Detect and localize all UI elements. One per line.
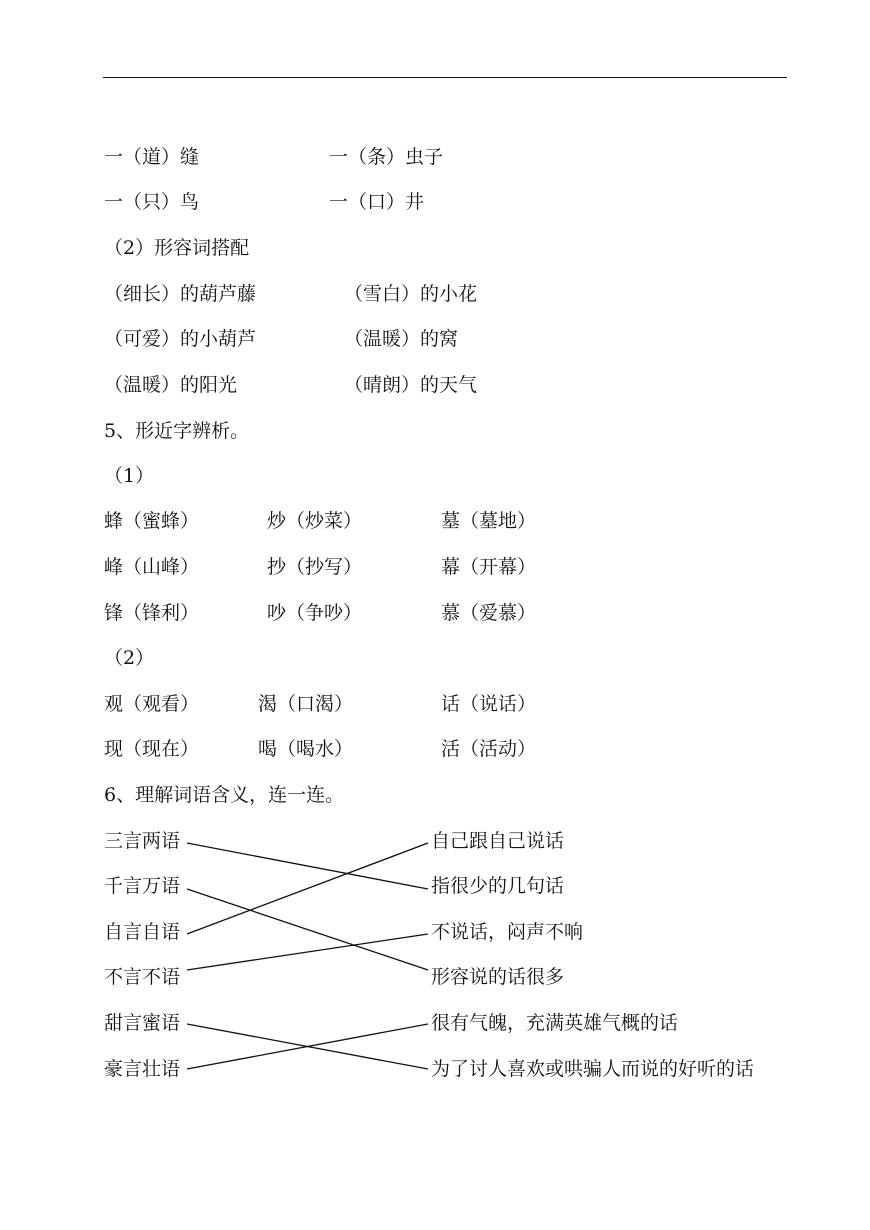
idiom-left: 不言不语 (104, 966, 181, 988)
adjective-item: （晴朗）的天气 (344, 374, 478, 396)
meaning-right: 很有气魄，充满英雄气概的话 (431, 1012, 679, 1034)
meaning-right: 不说话，闷声不响 (431, 921, 584, 943)
char-pair: 炒（炒菜） (267, 510, 363, 532)
idiom-left: 甜言蜜语 (104, 1012, 181, 1034)
header-rule (103, 77, 787, 78)
connection-line (187, 1024, 428, 1069)
idiom-left: 豪言壮语 (104, 1058, 181, 1080)
connection-line (187, 889, 428, 970)
char-pair: 现（现在） (104, 738, 200, 760)
char-pair: 慕（爱慕） (441, 602, 537, 624)
char-pair: 墓（墓地） (441, 510, 537, 532)
measure-word-item: 一（口）井 (329, 191, 425, 213)
char-pair: 峰（山峰） (104, 556, 200, 578)
meaning-right: 自己跟自己说话 (431, 830, 565, 852)
meaning-right: 形容说的话很多 (431, 966, 565, 988)
adjective-item: （雪白）的小花 (344, 283, 478, 305)
char-pair: 幕（开幕） (441, 556, 537, 578)
char-pair: 喝（喝水） (258, 738, 354, 760)
char-pair: 渴（口渴） (258, 693, 354, 715)
measure-word-item: 一（道）缝 (104, 146, 200, 168)
meaning-right: 为了讨人喜欢或哄骗人而说的好听的话 (431, 1058, 755, 1080)
adjective-item: （温暖）的窝 (344, 328, 459, 350)
measure-word-item: 一（只）鸟 (104, 191, 200, 213)
part-2-label: （2） (104, 647, 155, 669)
connection-line (187, 1024, 428, 1069)
char-pair: 吵（争吵） (267, 602, 363, 624)
char-pair: 抄（抄写） (267, 556, 363, 578)
adjective-heading: （2）形容词搭配 (104, 237, 250, 259)
connection-line (187, 843, 428, 889)
char-pair: 活（活动） (441, 738, 537, 760)
section-6-title: 6、理解词语含义，连一连。 (104, 784, 345, 806)
idiom-left: 自言自语 (104, 921, 181, 943)
char-pair: 锋（锋利） (104, 602, 200, 624)
section-5-title: 5、形近字辨析。 (104, 420, 250, 442)
char-pair: 观（观看） (104, 693, 200, 715)
adjective-item: （可爱）的小葫芦 (104, 328, 257, 350)
idiom-left: 三言两语 (104, 830, 181, 852)
adjective-item: （温暖）的阳光 (104, 374, 238, 396)
adjective-item: （细长）的葫芦藤 (104, 283, 257, 305)
idiom-left: 千言万语 (104, 875, 181, 897)
char-pair: 话（说话） (441, 693, 537, 715)
char-pair: 蜂（蜜蜂） (104, 510, 200, 532)
part-1-label: （1） (104, 465, 155, 487)
connection-line (187, 843, 428, 934)
connection-line (187, 934, 428, 970)
measure-word-item: 一（条）虫子 (329, 146, 444, 168)
meaning-right: 指很少的几句话 (431, 875, 565, 897)
